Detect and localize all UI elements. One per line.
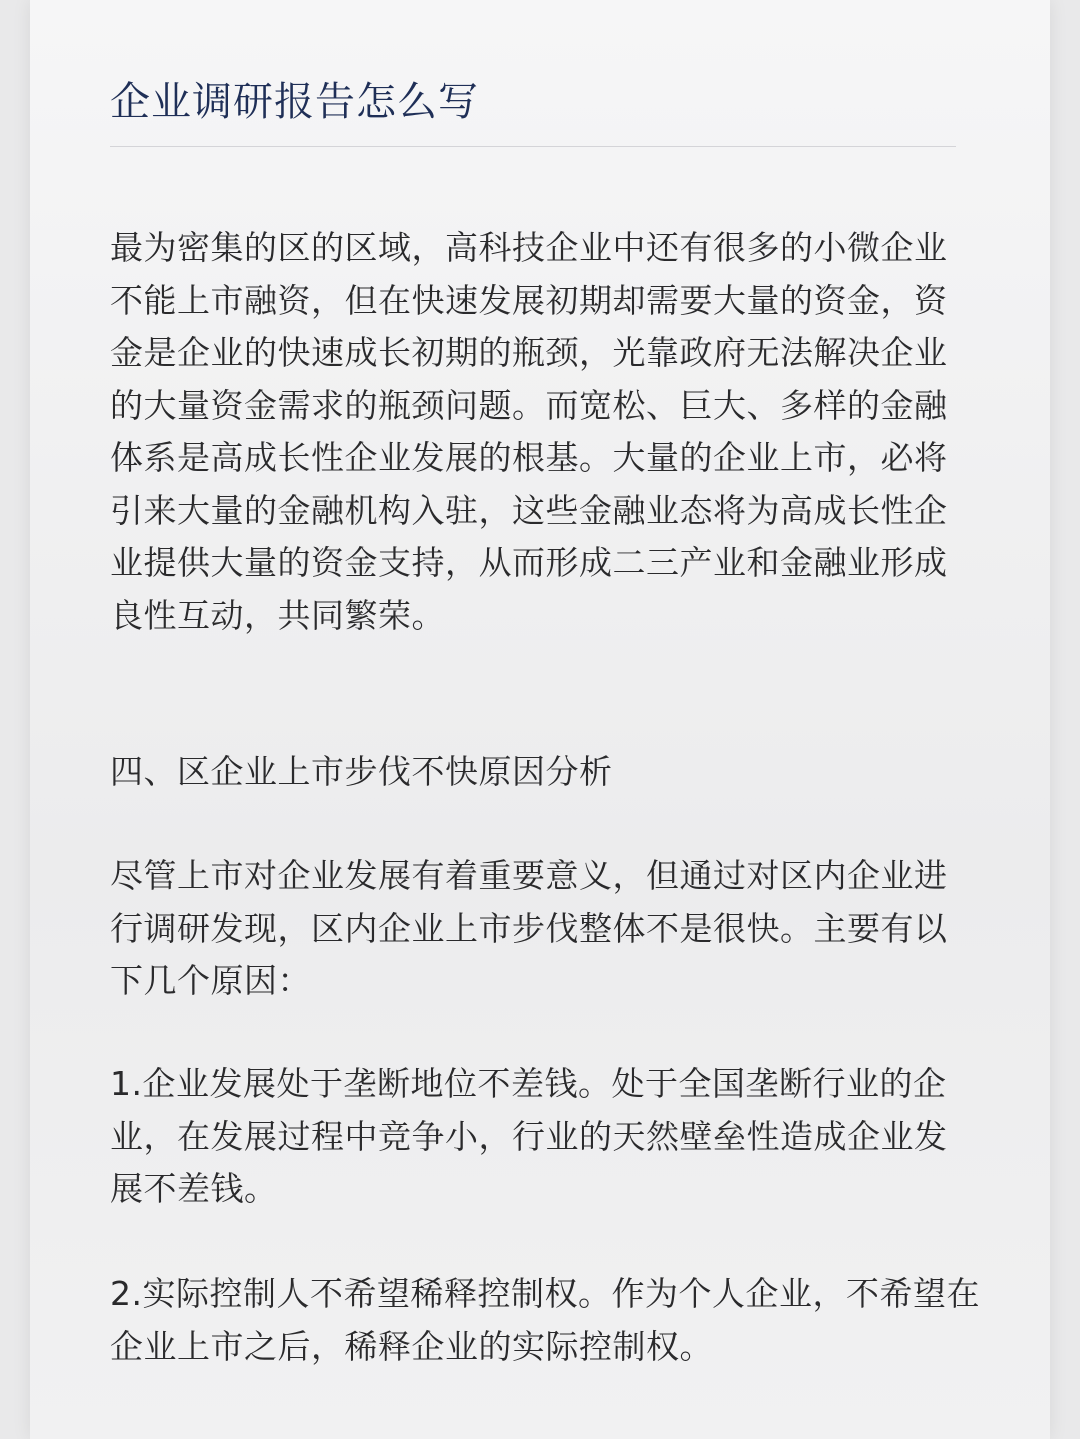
title-divider <box>110 146 956 147</box>
paragraph-financing: 最为密集的区的区域，高科技企业中还有很多的小微企业不能上市融资，但在快速发展初期却需要大量的资金，资金是企业的快速成长初期的瓶颈，光靠政府无法解决企业的大量资金需求的瓶颈问题。而宽松、巨大、多样的金融体系是高成长性企业发展的根基。大量的企业上市，必将引来大量的金融机构入驻，这些金融业态将为高成长性企业提供大量的资金支持，从而形成二三产业和金融业形成良性互动，共同繁荣。 <box>110 228 948 635</box>
document-page <box>30 0 1050 1439</box>
page-title: 企业调研报告怎么写 <box>110 79 479 125</box>
reason-item-1: 1.企业发展处于垄断地位不差钱。处于全国垄断行业的企业，在发展过程中竞争小，行业的天然壁垒性造成企业发展不差钱。 <box>110 1064 948 1208</box>
section-heading-4: 四、区企业上市步伐不快原因分析 <box>110 752 613 791</box>
reason-item-2: 2.实际控制人不希望稀释控制权。作为个人企业，不希望在企业上市之后，稀释企业的实际控制权。 <box>110 1274 980 1366</box>
paragraph-reasons-intro: 尽管上市对企业发展有着重要意义，但通过对区内企业进行调研发现，区内企业上市步伐整体不是很快。主要有以下几个原因： <box>110 856 948 1000</box>
